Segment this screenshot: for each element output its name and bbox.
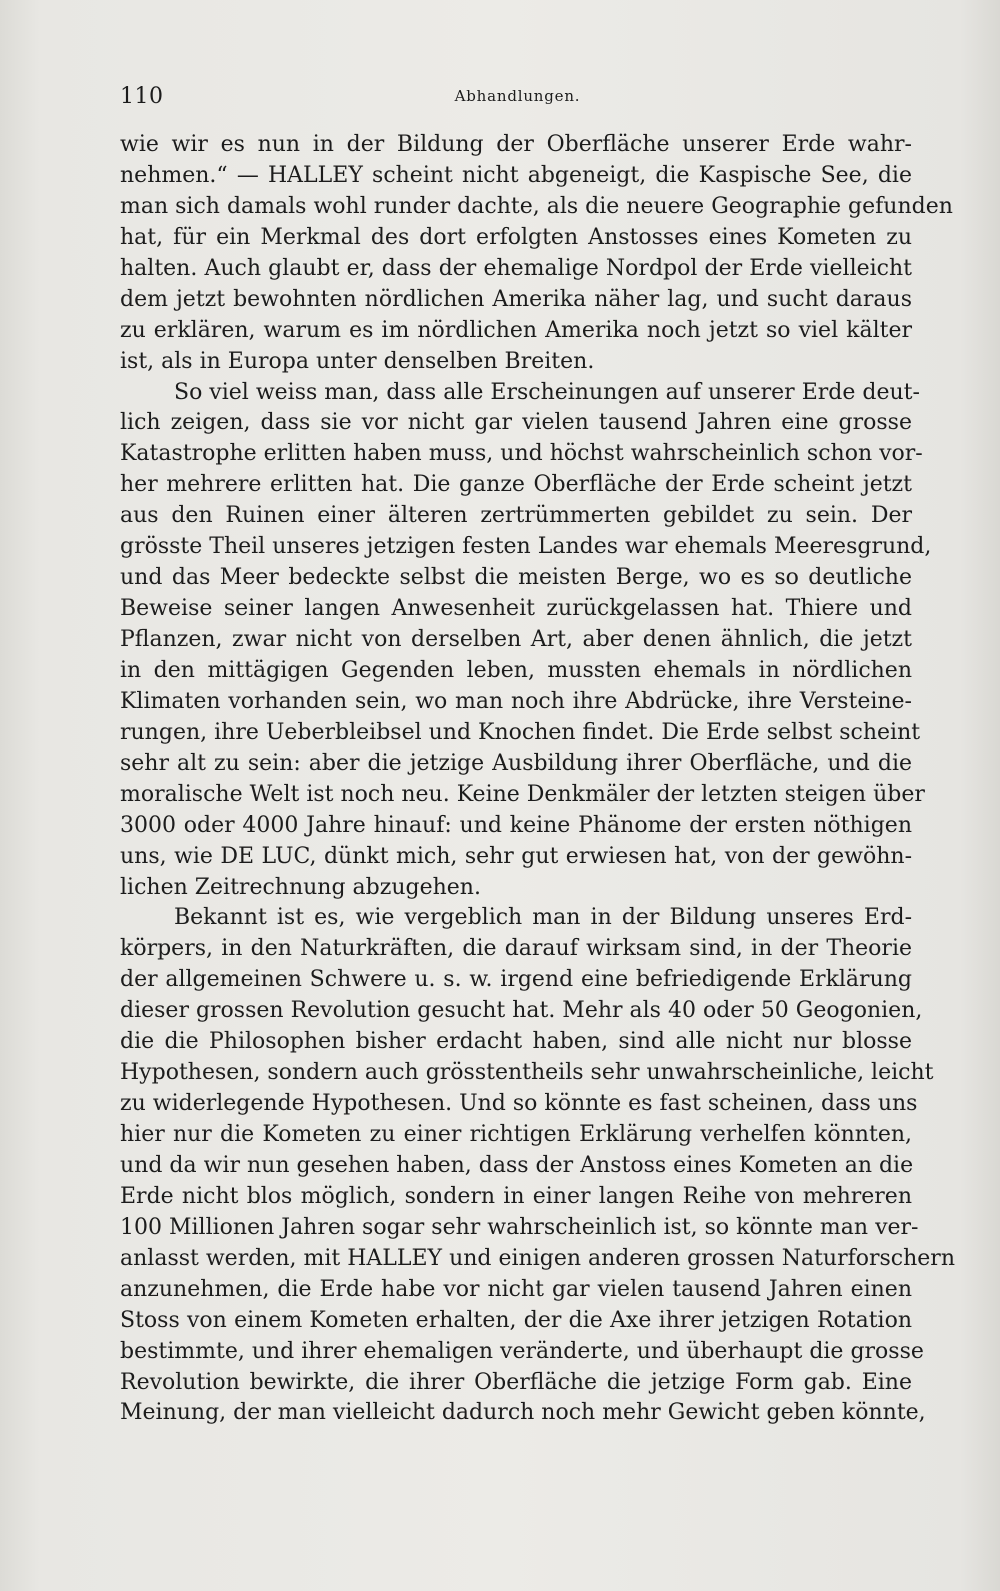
text-line: dem jetzt bewohnten nördlichen Amerika näher lag, und sucht daraus bbox=[120, 286, 912, 312]
text-line: 3000 oder 4000 Jahre hinauf: und keine Phänome der ersten nöthigen bbox=[120, 812, 912, 838]
text-line: Beweise seiner langen Anwesenheit zurückgelassen hat. Thiere und bbox=[120, 596, 912, 622]
text-line: Bekannt ist es, wie vergeblich man in der Bildung unseres Erd- bbox=[174, 905, 912, 931]
text-line: bestimmte, und ihrer ehemaligen veränderte, und überhaupt die grosse bbox=[120, 1338, 924, 1364]
text-line: Stoss von einem Kometen erhalten, der die Axe ihrer jetzigen Rotation bbox=[120, 1307, 912, 1333]
text-line: grösste Theil unseres jetzigen festen Landes war ehemals Meeresgrund, bbox=[120, 534, 932, 560]
text-line: rungen, ihre Ueberbleibsel und Knochen findet. Die Erde selbst scheint bbox=[120, 719, 921, 745]
text-line: Pflanzen, zwar nicht von derselben Art, aber denen ähnlich, die jetzt bbox=[120, 627, 912, 652]
text-line: moralische Welt ist noch neu. Keine Denkmäler der letzten steigen über bbox=[120, 781, 925, 807]
text-line: Hypothesen, sondern auch grösstentheils sehr unwahrscheinliche, leicht bbox=[120, 1060, 934, 1086]
text-line: aus den Ruinen einer älteren zertrümmerten gebildet zu sein. Der bbox=[120, 503, 912, 529]
text-line: zu widerlegende Hypothesen. Und so könnte es fast scheinen, dass uns bbox=[120, 1091, 918, 1117]
text-line: man sich damals wohl runder dachte, als die neuere Geographie gefunden bbox=[120, 193, 953, 219]
body-text bbox=[120, 130, 955, 1429]
text-line: Revolution bewirkte, die ihrer Oberfläche die jetzige Form gab. Eine bbox=[120, 1369, 912, 1395]
text-line: dieser grossen Revolution gesucht hat. Mehr als 40 oder 50 Geogonien, bbox=[120, 998, 923, 1024]
text-line: Erde nicht blos möglich, sondern in einer langen Reihe von mehreren bbox=[120, 1183, 912, 1209]
text-line: die die Philosophen bisher erdacht haben, sind alle nicht nur blosse bbox=[120, 1029, 912, 1055]
text-line: körpers, in den Naturkräften, die darauf wirksam sind, in der Theorie bbox=[120, 936, 912, 962]
text-line: hat, für ein Merkmal des dort erfolgten Anstosses eines Kometen zu bbox=[120, 224, 912, 250]
running-head: Abhandlungen. bbox=[454, 87, 581, 105]
text-line: wie wir es nun in der Bildung der Oberfläche unserer Erde wahr- bbox=[120, 132, 912, 157]
text-line: So viel weiss man, dass alle Erscheinungen auf unserer Erde deut- bbox=[174, 379, 920, 405]
text-line: hier nur die Kometen zu einer richtigen Erklärung verhelfen könnten, bbox=[120, 1122, 912, 1147]
text-line: zu erklären, warum es im nördlichen Amerika noch jetzt so viel kälter bbox=[120, 317, 912, 343]
text-line: uns, wie DE LUC, dünkt mich, sehr gut erwiesen hat, von der gewöhn- bbox=[120, 843, 912, 869]
page-header bbox=[120, 84, 915, 116]
text-line: der allgemeinen Schwere u. s. w. irgend eine befriedigende Erklärung bbox=[120, 967, 912, 993]
text-line: Klimaten vorhanden sein, wo man noch ihre Abdrücke, ihre Versteine- bbox=[120, 688, 912, 714]
text-line: sehr alt zu sein: aber die jetzige Ausbildung ihrer Oberfläche, und die bbox=[120, 750, 912, 776]
text-line: lich zeigen, dass sie vor nicht gar vielen tausend Jahren eine grosse bbox=[120, 410, 912, 436]
text-line: 100 Millionen Jahren sogar sehr wahrscheinlich ist, so könnte man ver- bbox=[120, 1214, 919, 1240]
text-line: ist, als in Europa unter denselben Breiten. bbox=[120, 348, 595, 374]
text-line: halten. Auch glaubt er, dass der ehemalige Nordpol der Erde vielleicht bbox=[120, 255, 912, 281]
text-line: und das Meer bedeckte selbst die meisten Berge, wo es so deutliche bbox=[120, 565, 912, 591]
text-line: Katastrophe erlitten haben muss, und höchst wahrscheinlich schon vor- bbox=[120, 441, 923, 467]
text-line: lichen Zeitrechnung abzugehen. bbox=[120, 874, 481, 900]
text-line: Meinung, der man vielleicht dadurch noch mehr Gewicht geben könnte, bbox=[120, 1400, 926, 1426]
text-line: nehmen.“ — HALLEY scheint nicht abgeneigt, die Kaspische See, die bbox=[120, 162, 912, 188]
text-line: in den mittägigen Gegenden leben, mussten ehemals in nördlichen bbox=[120, 657, 912, 683]
text-line: anlasst werden, mit HALLEY und einigen anderen grossen Naturforschern bbox=[120, 1245, 955, 1271]
text-line: und da wir nun gesehen haben, dass der Anstoss eines Kometen an die bbox=[120, 1152, 914, 1178]
text-line: anzunehmen, die Erde habe vor nicht gar vielen tausend Jahren einen bbox=[120, 1276, 912, 1302]
page-number: 110 bbox=[120, 84, 164, 109]
text-line: her mehrere erlitten hat. Die ganze Oberfläche der Erde scheint jetzt bbox=[120, 472, 912, 498]
